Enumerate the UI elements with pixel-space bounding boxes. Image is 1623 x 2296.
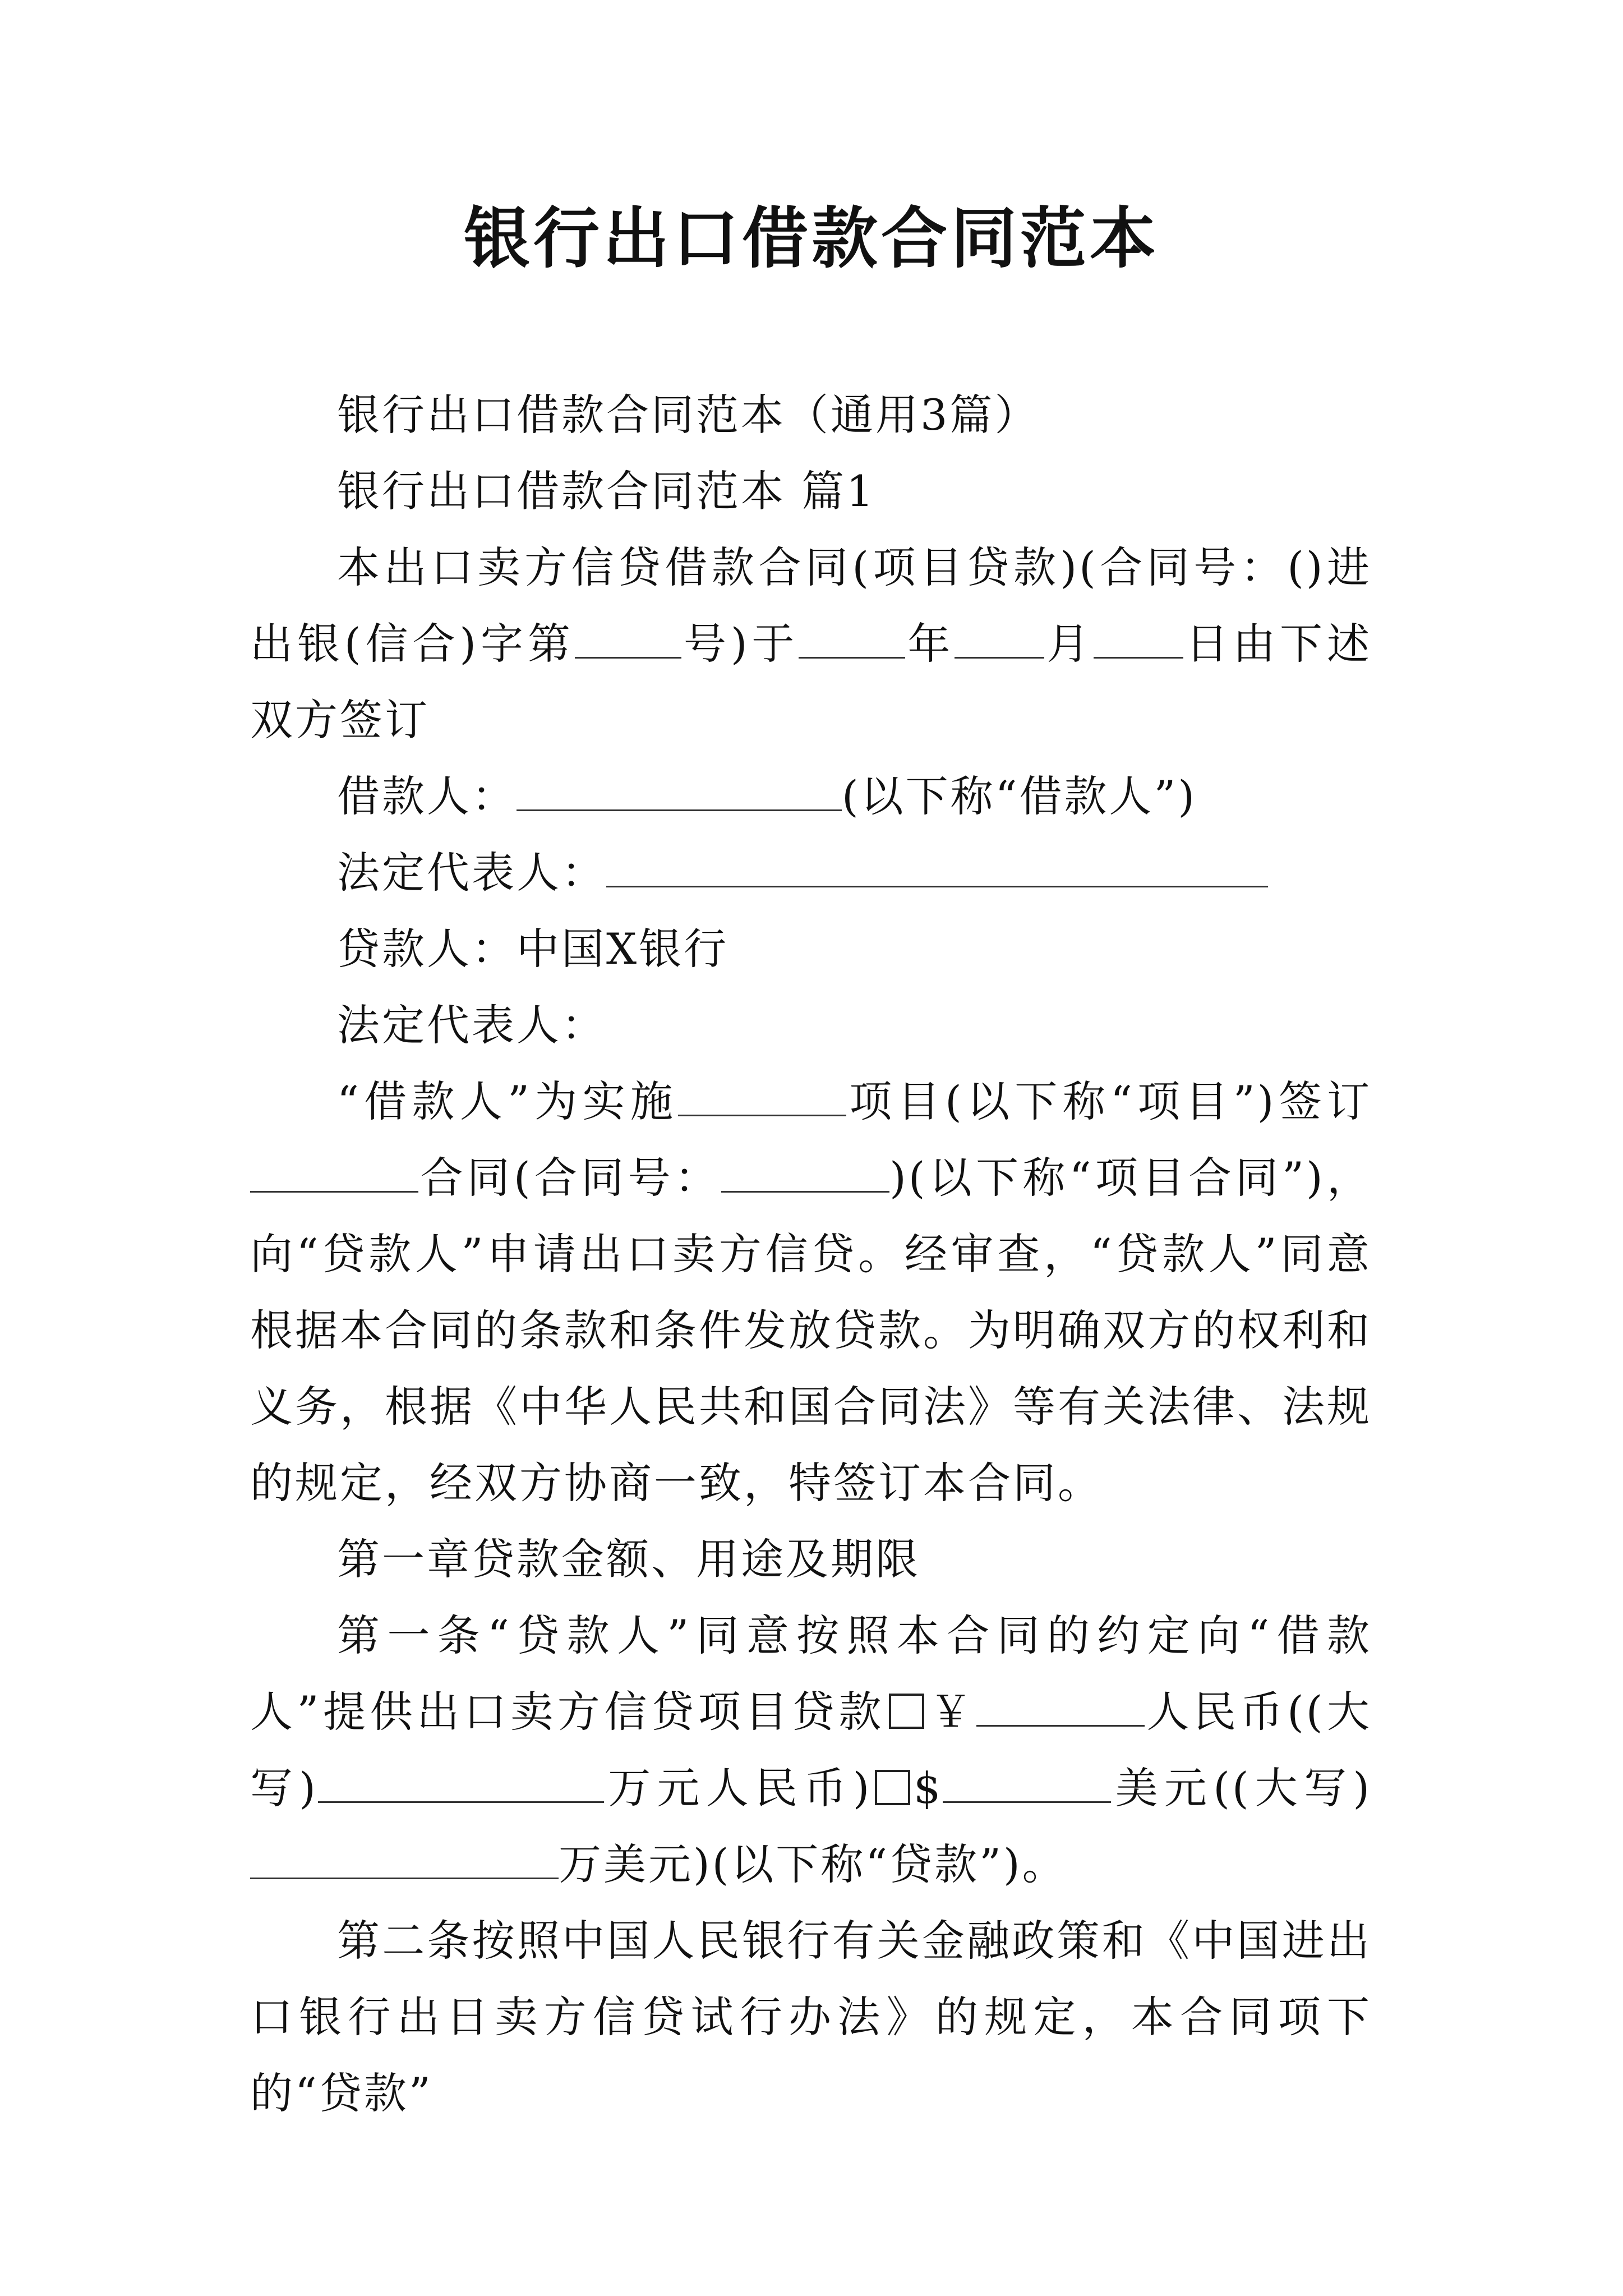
month-blank xyxy=(955,619,1044,659)
section-heading: 银行出口借款合同范本 篇1 xyxy=(337,466,876,516)
contract-number-blank xyxy=(575,619,681,659)
article-1 xyxy=(250,1598,1372,1903)
intro-text-2: 号)于 xyxy=(681,619,799,669)
article-1-text-1: 第一条“贷款人”同意按照本合同的约定向“借款人”提供出口卖方信贷项目贷款 xyxy=(250,1611,1372,1737)
usd-uppercase-blank xyxy=(250,1839,559,1879)
yuan-symbol: ￥ xyxy=(927,1687,976,1737)
intro-paragraph xyxy=(250,530,1372,758)
usd-amount-blank xyxy=(943,1763,1111,1803)
article-2: 第二条按照中国人民银行有关金融政策和《中国进出口银行出日卖方信贷试行办法》的规定，本合同项下的“贷款” xyxy=(250,1916,1372,2118)
intro-text-5: 日由下述双方签订 xyxy=(250,619,1372,745)
borrower-suffix: (以下称“借款人”) xyxy=(842,771,1197,821)
usd-checkbox xyxy=(875,1770,910,1805)
document-title: 银行出口借款合同范本 xyxy=(463,199,1159,277)
project-name-blank xyxy=(678,1076,846,1116)
borrower-line xyxy=(250,758,1372,835)
intro-text-4: 月 xyxy=(1044,619,1094,669)
year-blank xyxy=(799,619,905,659)
preamble-paragraph xyxy=(250,1064,1372,1521)
legal-rep-line-2: 法定代表人： xyxy=(337,1000,606,1050)
dollar-symbol: $ xyxy=(914,1763,943,1813)
article-1-text-6: 美元((大写) xyxy=(1111,1763,1372,1813)
preamble-text-1: “借款人”为实施 xyxy=(337,1076,679,1126)
lender-line: 贷款人：中国X银行 xyxy=(337,924,729,974)
borrower-label: 借款人： xyxy=(337,771,517,821)
rmb-uppercase-blank xyxy=(318,1763,604,1803)
preamble-text-3: 合同(合同号： xyxy=(418,1153,722,1203)
legal-rep-label-1: 法定代表人： xyxy=(337,848,606,898)
intro-text-1: 本出口卖方信贷借款合同(项目贷款)(合同号：()进出银(信合)字第 xyxy=(250,542,1372,669)
article-1-text-4: 万元人民币) xyxy=(603,1763,872,1813)
rmb-amount-blank xyxy=(976,1687,1145,1727)
legal-rep-blank xyxy=(606,848,1268,887)
day-blank xyxy=(1094,619,1183,659)
preamble-text-4: )(以下称“项目合同”)，向“贷款人”申请出口卖方信贷。经审查，“贷款人”同意根据本合同的条款和条件发放贷款。为明确双方的权利和义务，根据《中华人民共和国合同法》等有关法律、法规的规定，经双方协商一致，特签订本合同。 xyxy=(250,1153,1372,1508)
preamble-text-2: 项目(以下称“项目”)签订 xyxy=(846,1076,1372,1126)
rmb-checkbox xyxy=(889,1694,924,1729)
legal-rep-line-1 xyxy=(250,835,1372,911)
document-subtitle: 银行出口借款合同范本（通用3篇） xyxy=(337,390,1040,440)
project-contract-number-blank xyxy=(721,1153,889,1193)
article-1-text-7: 万美元)(以下称“贷款”)。 xyxy=(559,1839,1067,1889)
article-1-text-3: 人民币((大写) xyxy=(250,1687,1372,1813)
contract-name-blank xyxy=(250,1153,418,1193)
intro-text-3: 年 xyxy=(905,619,955,669)
document-body xyxy=(250,377,1372,2132)
chapter-heading: 第一章贷款金额、用途及期限 xyxy=(337,1534,920,1584)
borrower-blank xyxy=(517,771,842,811)
